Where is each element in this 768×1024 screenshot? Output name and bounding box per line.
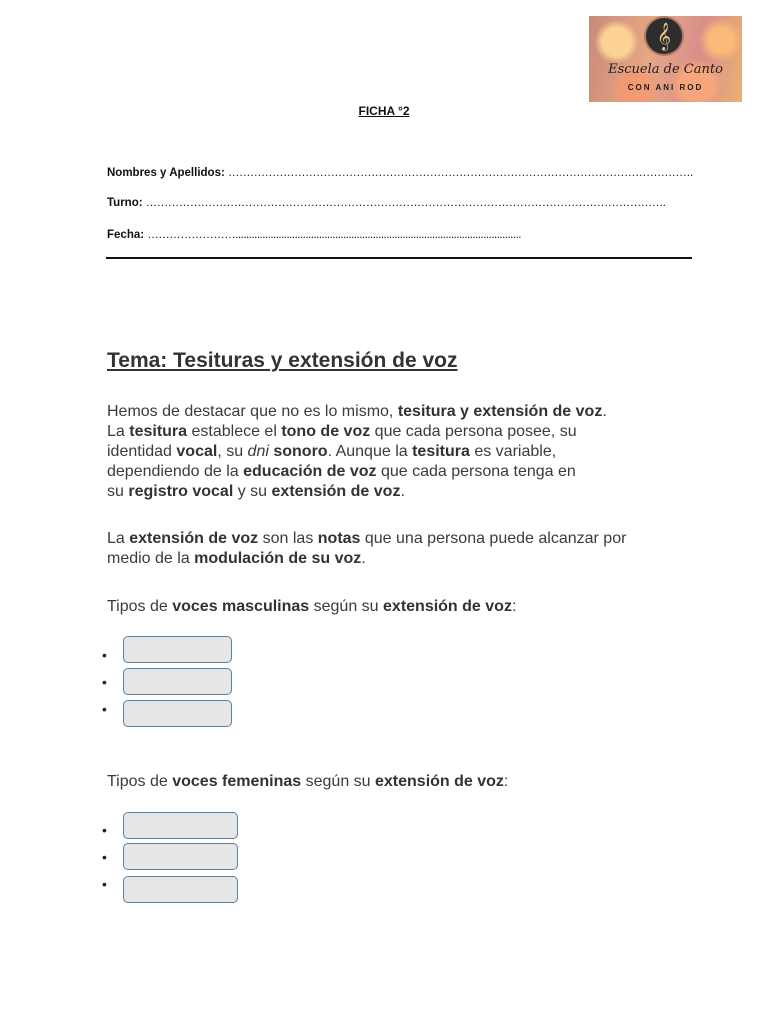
male-voice-answer-box[interactable] bbox=[123, 668, 232, 695]
text: vocal bbox=[176, 443, 218, 460]
text: según su bbox=[309, 598, 384, 615]
topic-title: Tema: Tesituras y extensión de voz bbox=[107, 349, 458, 372]
field-fecha bbox=[107, 229, 521, 241]
field-fecha-blank: …………………….......................................................................................................... bbox=[147, 229, 521, 241]
text: tesitura y extensión de voz bbox=[397, 403, 603, 420]
text: La bbox=[107, 530, 130, 547]
text: es variable, bbox=[469, 443, 557, 460]
text: extensión de voz bbox=[271, 483, 401, 500]
heading-female-voices bbox=[107, 772, 707, 792]
field-fecha-label: Fecha: bbox=[107, 229, 145, 241]
text: sonoro bbox=[273, 443, 328, 460]
text: según su bbox=[301, 773, 375, 790]
divider-line bbox=[106, 257, 692, 259]
text: educación de voz bbox=[243, 463, 377, 480]
text: La bbox=[107, 423, 130, 440]
text: . bbox=[361, 550, 366, 567]
field-turno bbox=[107, 197, 665, 209]
male-voice-answer-box[interactable] bbox=[123, 636, 232, 663]
text: voces masculinas bbox=[172, 598, 310, 615]
text: su bbox=[107, 483, 129, 500]
bullet: • bbox=[102, 701, 107, 717]
text: tesitura bbox=[129, 423, 188, 440]
text: notas bbox=[317, 530, 361, 547]
text: . bbox=[602, 403, 607, 420]
bullet: • bbox=[102, 674, 107, 690]
text: Tipos de bbox=[107, 598, 173, 615]
male-voice-answer-box[interactable] bbox=[123, 700, 232, 727]
logo-subtitle: CON ANI ROD bbox=[627, 83, 704, 92]
field-names bbox=[107, 167, 693, 179]
bullet: • bbox=[102, 822, 107, 838]
female-voice-answer-box[interactable] bbox=[123, 812, 238, 839]
text: establece el bbox=[187, 423, 282, 440]
field-names-label: Nombres y Apellidos: bbox=[107, 167, 225, 179]
paragraph-extension bbox=[107, 529, 707, 569]
female-voice-answer-box[interactable] bbox=[123, 876, 238, 903]
text: que cada persona tenga en bbox=[376, 463, 576, 480]
bullet: • bbox=[102, 647, 107, 663]
treble-clef-icon: 𝄞 bbox=[656, 22, 672, 50]
text: : bbox=[511, 598, 517, 615]
bullet: • bbox=[102, 849, 107, 865]
text: extensión de voz bbox=[383, 598, 512, 615]
text: identidad bbox=[107, 443, 177, 460]
field-turno-label: Turno: bbox=[107, 197, 143, 209]
text: son las bbox=[258, 530, 318, 547]
field-names-blank: ………………………………………………………………………………………………………………. bbox=[228, 167, 693, 179]
female-voice-answer-box[interactable] bbox=[123, 843, 238, 870]
text: tesitura bbox=[412, 443, 470, 460]
text: : bbox=[503, 773, 509, 790]
field-turno-blank: ……………………………………………………………………………………………………………………………. bbox=[145, 197, 666, 209]
bullet: • bbox=[102, 876, 107, 892]
text: Hemos de destacar que no es lo mismo, bbox=[107, 403, 398, 420]
paragraph-intro bbox=[107, 402, 707, 502]
school-logo bbox=[589, 16, 742, 102]
text: , su bbox=[217, 443, 248, 460]
text: dni bbox=[247, 443, 269, 460]
logo-script-text: Escuela de Canto bbox=[608, 62, 723, 77]
text: voces femeninas bbox=[172, 773, 302, 790]
text: y su bbox=[233, 483, 272, 500]
text: registro vocal bbox=[128, 483, 234, 500]
text: dependiendo de la bbox=[107, 463, 244, 480]
worksheet-number: FICHA °2 bbox=[358, 104, 410, 118]
text: extensión de voz bbox=[129, 530, 259, 547]
text: modulación de su voz bbox=[194, 550, 362, 567]
text: . bbox=[400, 483, 405, 500]
heading-male-voices bbox=[107, 597, 707, 617]
text: extensión de voz bbox=[375, 773, 504, 790]
text: Tipos de bbox=[107, 773, 173, 790]
text: que una persona puede alcanzar por bbox=[360, 530, 627, 547]
text: medio de la bbox=[107, 550, 195, 567]
text: . Aunque la bbox=[327, 443, 413, 460]
text: tono de voz bbox=[281, 423, 371, 440]
vinyl-disc-icon bbox=[646, 18, 682, 54]
text: que cada persona posee, su bbox=[370, 423, 577, 440]
